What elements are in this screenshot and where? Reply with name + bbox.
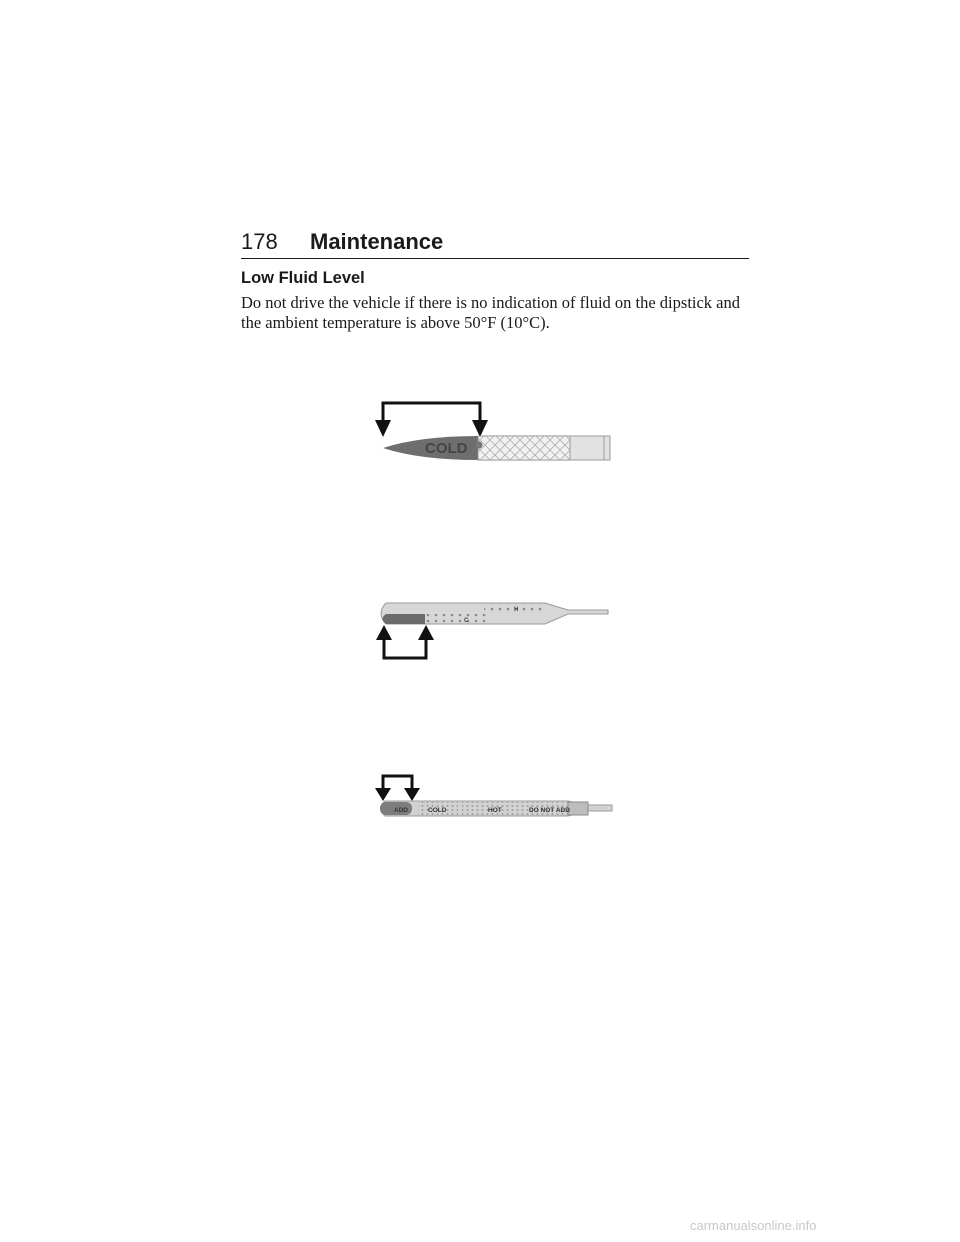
section-heading: Low Fluid Level [241,269,365,287]
cold-label: COLD [425,440,468,457]
add-label: ADD [394,807,409,814]
page-number: 178 [241,229,278,254]
do-not-add-label: DO NOT ADD [529,807,570,814]
page-title: Maintenance [310,229,444,254]
body-paragraph: Do not drive the vehicle if there is no indication of fluid on the dipstick and the ambient temperature is above 50°F (10°C). [241,293,741,332]
cold-label: COLD [428,807,447,814]
hot-label: HOT [488,807,502,814]
level-range-arrows [375,776,420,801]
c-mark-label: C [464,618,469,624]
h-mark-label: H [514,607,519,613]
watermark: carmanualsonline.info [690,1218,817,1233]
